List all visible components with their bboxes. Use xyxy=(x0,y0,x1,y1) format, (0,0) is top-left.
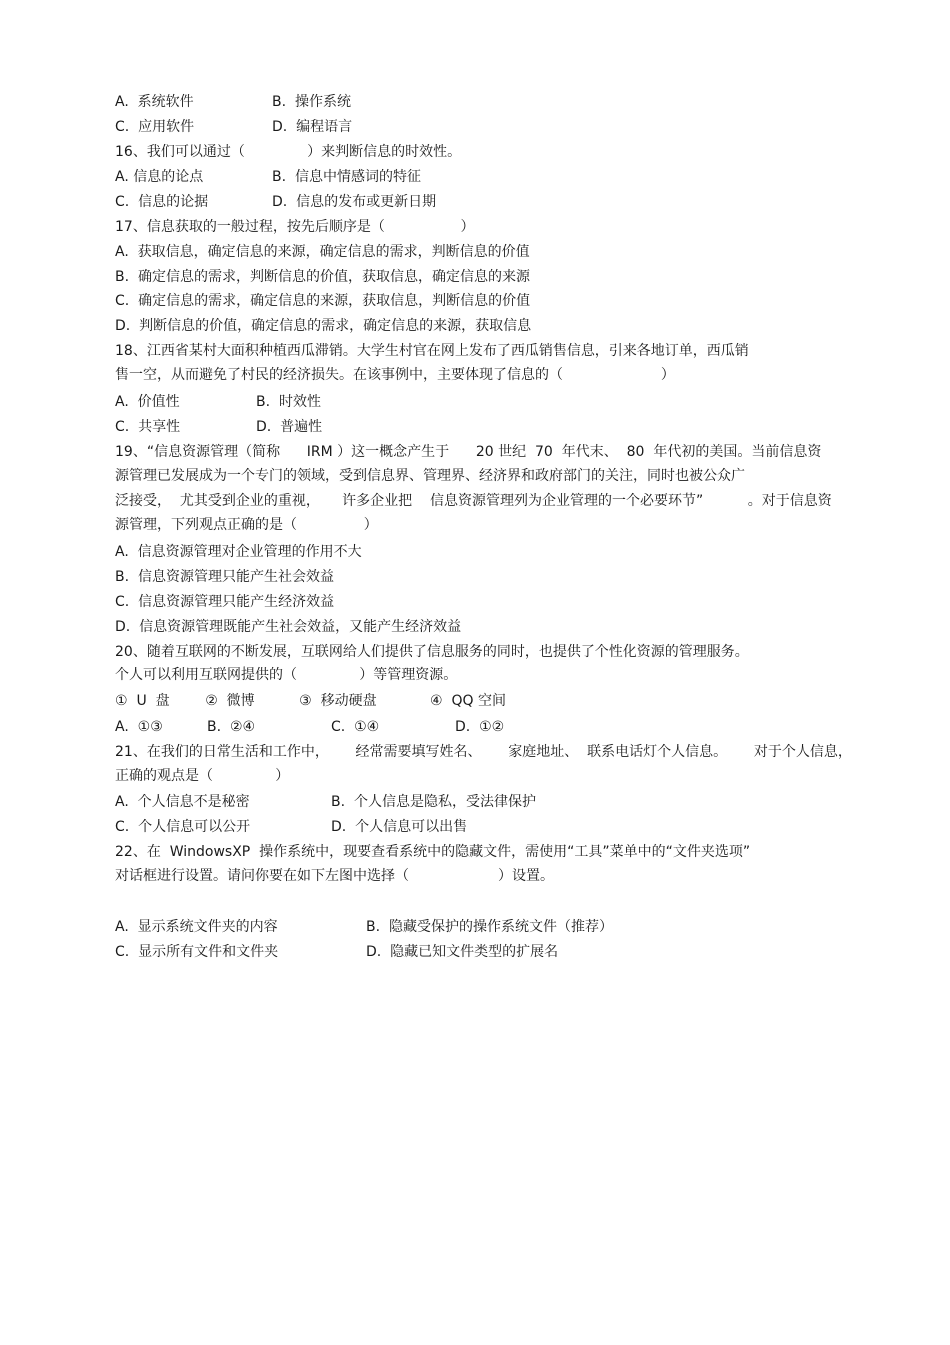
q17-option-b: B. 确定信息的需求，判断信息的价值，获取信息，确定信息的来源 xyxy=(115,269,530,285)
q21-stem-line-2: 正确的观点是（ ） xyxy=(115,768,290,784)
q19-stem-line-3: 泛接受， 尤其受到企业的重视， 许多企业把 信息资源管理列为企业管理的一个必要环节” 。对于信息资 xyxy=(115,493,832,509)
q19-stem-line-2: 源管理已发展成为一个专门的领域，受到信息界、管理界、经济界和政府部门的关注，同时也被公众广 xyxy=(115,468,745,484)
q20-option-c: C. ①④ xyxy=(331,719,380,735)
q19-option-d: D. 信息资源管理既能产生社会效益，又能产生经济效益 xyxy=(115,619,462,635)
q18-stem-line-1: 18、江西省某村大面积种植西瓜滞销。大学生村官在网上发布了西瓜销售信息，引来各地订单，西瓜销 xyxy=(115,343,749,359)
q21-option-d: D. 个人信息可以出售 xyxy=(331,819,468,835)
q20-stem-line-1: 20、随着互联网的不断发展，互联网给人们提供了信息服务的同时，也提供了个性化资源的管理服务。 xyxy=(115,644,749,660)
q18-stem-line-2: 售一空，从而避免了村民的经济损失。在该事例中，主要体现了信息的（ ） xyxy=(115,367,675,383)
q21-stem-line-1: 21、在我们的日常生活和工作中， 经常需要填写姓名、 家庭地址、 联系电话灯个人信息。 对于个人信息， xyxy=(115,744,852,760)
q19-stem-line-4: 源管理，下列观点正确的是（ ） xyxy=(115,517,378,533)
q16-option-d: D. 信息的发布或更新日期 xyxy=(272,194,437,210)
q17-stem: 17、信息获取的一般过程，按先后顺序是（ ） xyxy=(115,219,475,235)
q15-option-c: C. 应用软件 xyxy=(115,119,195,135)
q16-option-b: B. 信息中情感词的特征 xyxy=(272,169,421,185)
q16-option-c: C. 信息的论据 xyxy=(115,194,209,210)
q20-option-a: A. ①③ xyxy=(115,719,163,735)
q21-option-c: C. 个人信息可以公开 xyxy=(115,819,251,835)
q16-option-a: A. 信息的论点 xyxy=(115,169,204,185)
q18-option-d: D. 普遍性 xyxy=(256,419,323,435)
q19-option-a: A. 信息资源管理对企业管理的作用不大 xyxy=(115,544,362,560)
q20-option-d: D. ①② xyxy=(455,719,505,735)
q19-option-b: B. 信息资源管理只能产生社会效益 xyxy=(115,569,334,585)
q22-option-c: C. 显示所有文件和文件夹 xyxy=(115,944,279,960)
q22-option-b: B. 隐藏受保护的操作系统文件（推荐） xyxy=(366,919,613,935)
q22-stem-line-2: 对话框进行设置。请问你要在如下左图中选择（ ）设置。 xyxy=(115,868,555,884)
q22-option-a: A. 显示系统文件夹的内容 xyxy=(115,919,278,935)
q18-option-c: C. 共享性 xyxy=(115,419,181,435)
q17-option-c: C. 确定信息的需求，确定信息的来源，获取信息，判断信息的价值 xyxy=(115,293,531,309)
q20-stem-line-2: 个人可以利用互联网提供的（ ）等管理资源。 xyxy=(115,667,458,683)
q20-option-b: B. ②④ xyxy=(207,719,256,735)
q21-option-a: A. 个人信息不是秘密 xyxy=(115,794,250,810)
q21-option-b: B. 个人信息是隐私，受法律保护 xyxy=(331,794,536,810)
q15-option-d: D. 编程语言 xyxy=(272,119,353,135)
q22-stem-line-1: 22、在 WindowsXP 操作系统中，现要查看系统中的隐藏文件，需使用“工具”菜单中的“文件夹选项” xyxy=(115,844,751,860)
q17-option-a: A. 获取信息，确定信息的来源，确定信息的需求，判断信息的价值 xyxy=(115,244,530,260)
q15-option-b: B. 操作系统 xyxy=(272,94,351,110)
q16-stem: 16、我们可以通过（ ）来判断信息的时效性。 xyxy=(115,144,462,160)
q15-option-a: A. 系统软件 xyxy=(115,94,194,110)
q18-option-a: A. 价值性 xyxy=(115,394,180,410)
q20-items: ① U 盘 ② 微博 ③ 移动硬盘 ④ QQ 空间 xyxy=(115,693,506,709)
q17-option-d: D. 判断信息的价值，确定信息的需求，确定信息的来源，获取信息 xyxy=(115,318,532,334)
q22-option-d: D. 隐藏已知文件类型的扩展名 xyxy=(366,944,559,960)
q18-option-b: B. 时效性 xyxy=(256,394,321,410)
q19-stem-line-1: 19、“信息资源管理（简称 IRM ）这一概念产生于 20 世纪 70 年代末、 80 年代初的美国。当前信息资 xyxy=(115,444,822,460)
q19-option-c: C. 信息资源管理只能产生经济效益 xyxy=(115,594,335,610)
